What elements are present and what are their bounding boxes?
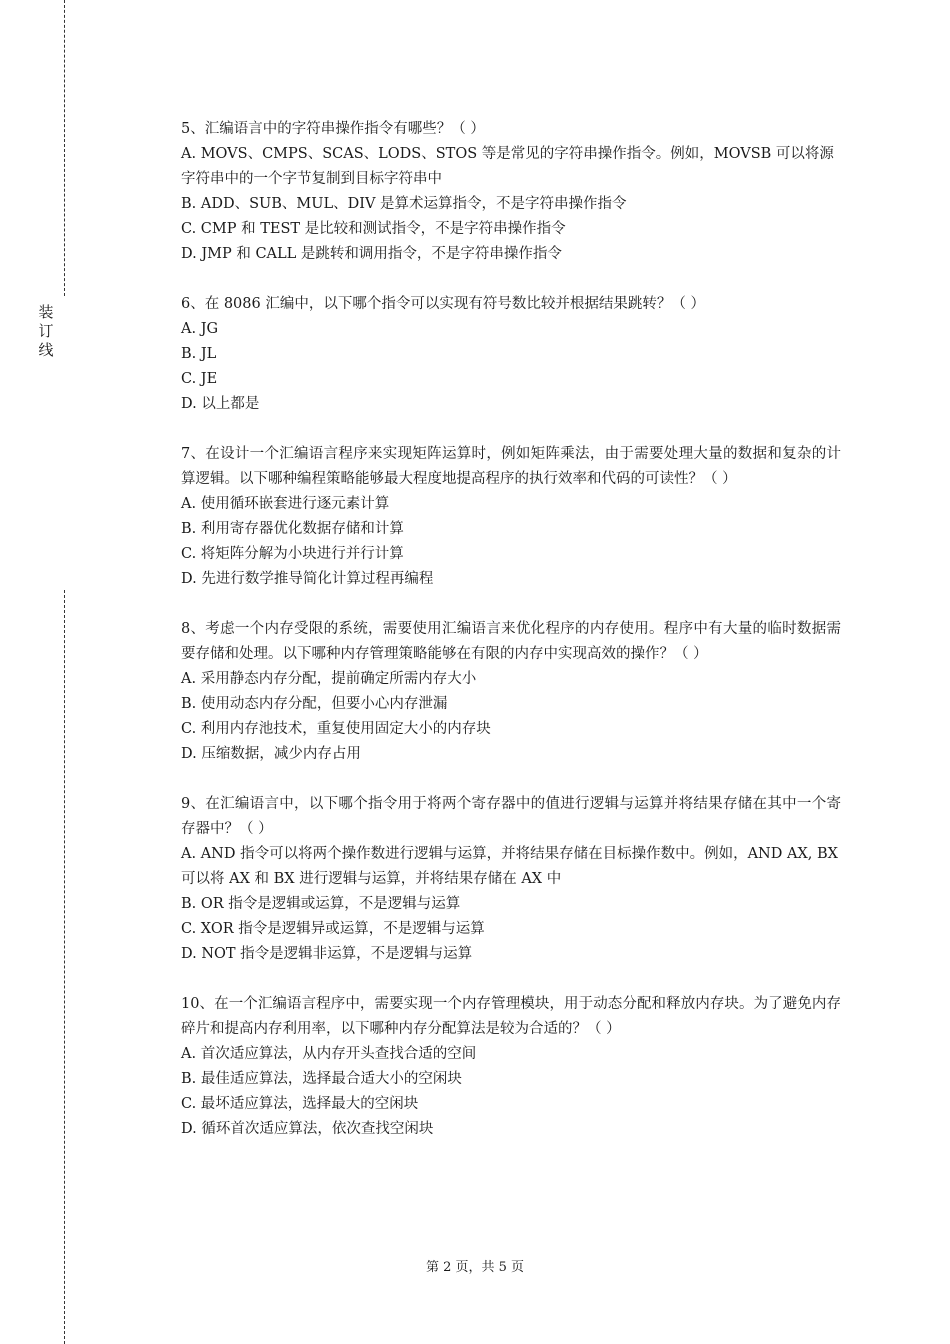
binding-dashed-line-top (64, 0, 65, 296)
binding-char: 装 (38, 303, 54, 321)
binding-char: 线 (38, 341, 54, 359)
option-c: C. 最坏适应算法，选择最大的空闲块 (181, 1096, 419, 1112)
binding-label (36, 303, 56, 360)
question-stem: 9、在汇编语言中，以下哪个指令用于将两个寄存器中的值进行逻辑与运算并将结果存储在其中一个寄存器中？（ ） (181, 796, 841, 837)
option-d: D. JMP 和 CALL 是跳转和调用指令，不是字符串操作指令 (181, 246, 562, 262)
option-b: B. 利用寄存器优化数据存储和计算 (181, 521, 404, 537)
question-8 (181, 617, 841, 767)
option-d: D. 以上都是 (181, 396, 260, 412)
option-c: C. 利用内存池技术，重复使用固定大小的内存块 (181, 721, 491, 737)
option-d: D. NOT 指令是逻辑非运算，不是逻辑与运算 (181, 946, 473, 962)
option-d: D. 先进行数学推导简化计算过程再编程 (181, 571, 434, 587)
question-stem: 5、汇编语言中的字符串操作指令有哪些？（ ） (181, 121, 485, 137)
question-stem: 6、在 8086 汇编中，以下哪个指令可以实现有符号数比较并根据结果跳转？（ ） (181, 296, 705, 312)
option-a: A. 首次适应算法，从内存开头查找合适的空间 (181, 1046, 477, 1062)
option-a: A. MOVS、CMPS、SCAS、LODS、STOS 等是常见的字符串操作指令。例如，MOVSB 可以将源字符串中的一个字节复制到目标字符串中 (181, 146, 834, 187)
question-list (181, 117, 841, 1167)
question-6 (181, 292, 841, 417)
option-d: D. 循环首次适应算法，依次查找空闲块 (181, 1121, 434, 1137)
question-9 (181, 792, 841, 967)
option-a: A. AND 指令可以将两个操作数进行逻辑与运算，并将结果存储在目标操作数中。例如，AND AX, BX 可以将 AX 和 BX 进行逻辑与运算，并将结果存储在 AX 中 (181, 846, 838, 887)
question-stem: 7、在设计一个汇编语言程序来实现矩阵运算时，例如矩阵乘法，由于需要处理大量的数据和复杂的计算逻辑。以下哪种编程策略能够最大程度地提高程序的执行效率和代码的可读性？（ ） (181, 446, 841, 487)
option-d: D. 压缩数据，减少内存占用 (181, 746, 361, 762)
page-number: 第 2 页，共 5 页 (425, 1260, 525, 1275)
option-c: C. CMP 和 TEST 是比较和测试指令，不是字符串操作指令 (181, 221, 566, 237)
binding-char: 订 (38, 322, 54, 340)
option-b: B. OR 指令是逻辑或运算，不是逻辑与运算 (181, 896, 461, 912)
option-a: A. 采用静态内存分配，提前确定所需内存大小 (181, 671, 477, 687)
option-a: A. JG (181, 321, 219, 337)
option-b: B. ADD、SUB、MUL、DIV 是算术运算指令，不是字符串操作指令 (181, 196, 627, 212)
question-7 (181, 442, 841, 592)
option-c: C. JE (181, 371, 218, 387)
option-c: C. XOR 指令是逻辑异或运算，不是逻辑与运算 (181, 921, 485, 937)
option-a: A. 使用循环嵌套进行逐元素计算 (181, 496, 390, 512)
question-stem: 10、在一个汇编语言程序中，需要实现一个内存管理模块，用于动态分配和释放内存块。为了避免内存碎片和提高内存利用率，以下哪种内存分配算法是较为合适的？（ ） (181, 996, 841, 1037)
question-5 (181, 117, 841, 267)
binding-dashed-line-bottom (64, 590, 65, 1344)
question-stem: 8、考虑一个内存受限的系统，需要使用汇编语言来优化程序的内存使用。程序中有大量的临时数据需要存储和处理。以下哪种内存管理策略能够在有限的内存中实现高效的操作？（ ） (181, 621, 841, 662)
option-c: C. 将矩阵分解为小块进行并行计算 (181, 546, 404, 562)
option-b: B. JL (181, 346, 217, 362)
option-b: B. 最佳适应算法，选择最合适大小的空闲块 (181, 1071, 462, 1087)
question-10 (181, 992, 841, 1142)
option-b: B. 使用动态内存分配，但要小心内存泄漏 (181, 696, 448, 712)
